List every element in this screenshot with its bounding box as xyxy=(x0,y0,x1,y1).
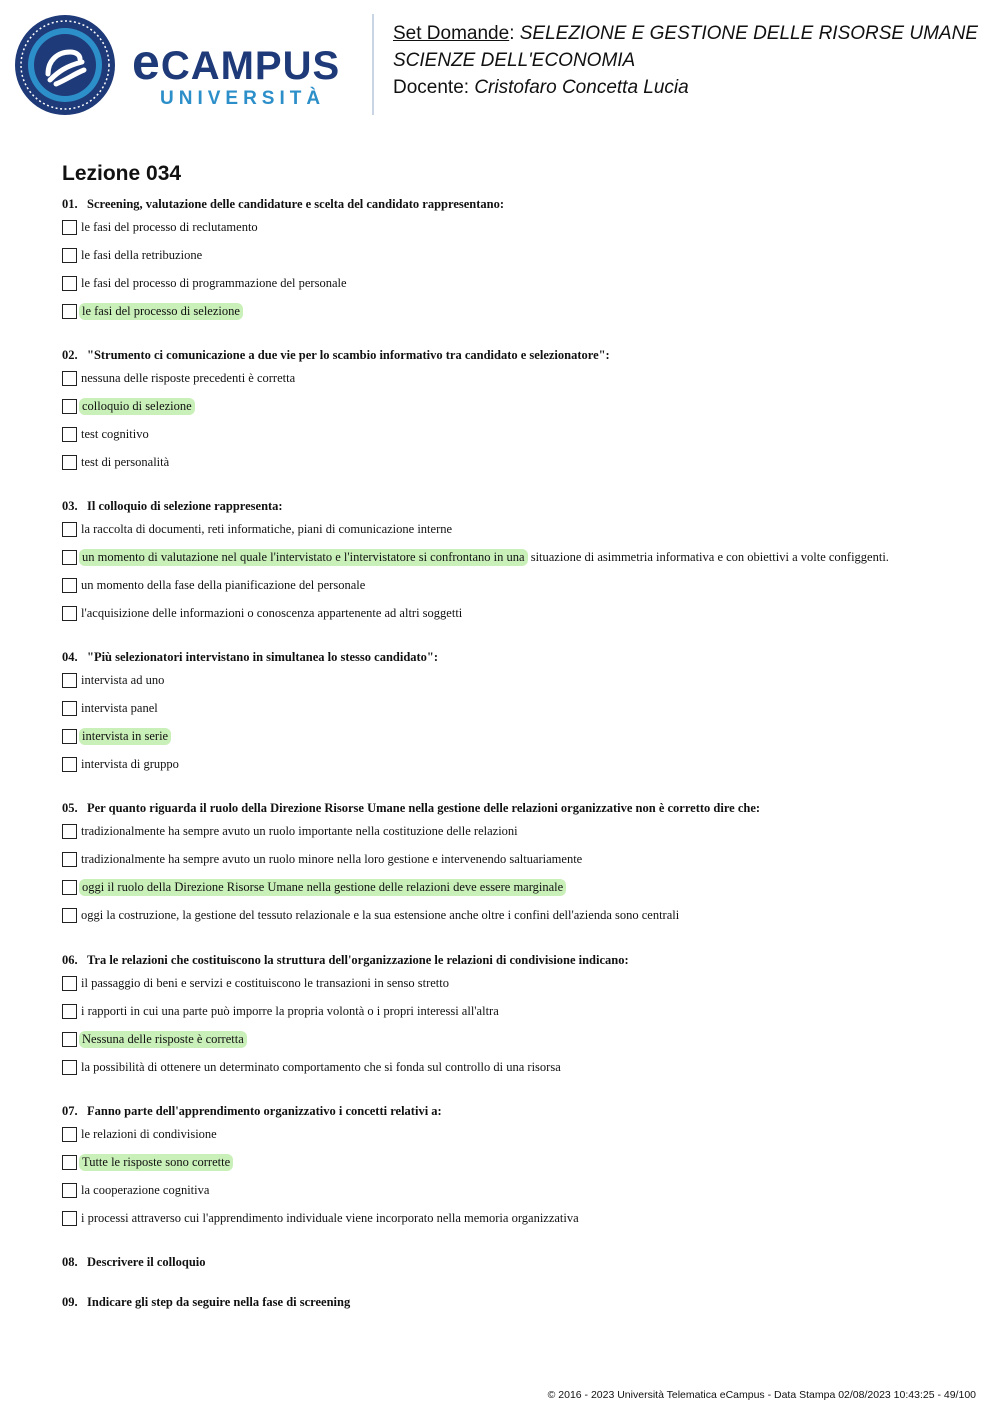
answer-text: test di personalità xyxy=(81,455,170,469)
question-number: 09. xyxy=(62,1295,78,1309)
question-text xyxy=(62,348,962,370)
question-3 xyxy=(62,499,962,633)
answer-text: oggi la costruzione, la gestione del tessuto relazionale e la sua estensione anche oltre i confini dell'azienda sono centrali xyxy=(81,908,680,922)
answer-text: nessuna delle risposte precedenti è corretta xyxy=(81,371,296,385)
question-8 xyxy=(62,1255,962,1277)
ecampus-seal-logo xyxy=(14,14,116,116)
question-number: 01. xyxy=(62,197,78,211)
set-title: SELEZIONE E GESTIONE DELLE RISORSE UMANE xyxy=(519,23,978,44)
question-label: "Strumento ci comunicazione a due vie per lo scambio informativo tra candidato e selezionatore": xyxy=(87,348,610,362)
faculty-name: SCIENZE DELL'ECONOMIA xyxy=(393,50,636,71)
answer-option[interactable] xyxy=(62,1210,962,1238)
answer-option-correct[interactable] xyxy=(62,1031,962,1059)
answer-checkbox[interactable] xyxy=(62,1211,77,1226)
question-9 xyxy=(62,1295,962,1317)
answer-checkbox[interactable] xyxy=(62,729,77,744)
set-line xyxy=(393,20,978,47)
answer-text: tradizionalmente ha sempre avuto un ruolo minore nella loro gestione e intervenendo saltuariamente xyxy=(81,852,583,866)
answer-text: un momento della fase della pianificazione del personale xyxy=(81,578,366,592)
answer-text: le fasi della retribuzione xyxy=(81,248,203,262)
answer-text: tradizionalmente ha sempre avuto un ruolo importante nella costituzione delle relazioni xyxy=(81,824,518,838)
answer-text: la cooperazione cognitiva xyxy=(81,1183,210,1197)
question-number: 03. xyxy=(62,499,78,513)
question-text xyxy=(62,499,962,521)
question-text xyxy=(62,801,962,823)
answer-text: le fasi del processo di programmazione del personale xyxy=(81,276,347,290)
answer-checkbox[interactable] xyxy=(62,824,77,839)
answer-checkbox[interactable] xyxy=(62,976,77,991)
answer-checkbox[interactable] xyxy=(62,673,77,688)
answer-checkbox[interactable] xyxy=(62,1127,77,1142)
answer-option[interactable] xyxy=(62,851,962,879)
answer-text: le fasi del processo di selezione xyxy=(79,303,243,320)
lesson-title: Lezione 034 xyxy=(62,162,182,185)
question-label: "Più selezionatori intervistano in simultanea lo stesso candidato": xyxy=(87,650,439,664)
answer-text: intervista in serie xyxy=(79,728,171,745)
answer-text: Tutte le risposte sono corrette xyxy=(79,1154,233,1171)
question-4 xyxy=(62,650,962,784)
answer-text: la raccolta di documenti, reti informatiche, piani di comunicazione interne xyxy=(81,522,453,536)
question-text xyxy=(62,953,962,975)
page-footer: © 2016 - 2023 Università Telematica eCampus - Data Stampa 02/08/2023 10:43:25 - 49/100 xyxy=(547,1389,976,1401)
answer-option[interactable] xyxy=(62,275,962,303)
answer-text: la possibilità di ottenere un determinato comportamento che si fonda sul controllo di una risorsa xyxy=(81,1060,561,1074)
answer-option[interactable] xyxy=(62,1182,962,1210)
question-6 xyxy=(62,953,962,1087)
answer-checkbox[interactable] xyxy=(62,455,77,470)
answer-text: colloquio di selezione xyxy=(79,398,195,415)
answer-checkbox[interactable] xyxy=(62,1032,77,1047)
answer-text: le relazioni di condivisione xyxy=(81,1127,217,1141)
answer-option[interactable] xyxy=(62,454,962,482)
answer-text-continuation: situazione di asimmetria informativa e con obiettivi a volte configgenti. xyxy=(527,550,889,564)
answer-text: Nessuna delle risposte è corretta xyxy=(79,1031,247,1048)
header-divider xyxy=(372,14,374,115)
question-text xyxy=(62,197,962,219)
answer-checkbox[interactable] xyxy=(62,371,77,386)
header-info xyxy=(393,20,978,101)
question-number: 08. xyxy=(62,1255,78,1269)
question-number: 04. xyxy=(62,650,78,664)
answer-option[interactable] xyxy=(62,605,962,633)
question-text xyxy=(62,650,962,672)
question-label: Per quanto riguarda il ruolo della Direzione Risorse Umane nella gestione delle relazioni organizzative non è corretto dire che: xyxy=(87,801,761,815)
answer-text: intervista ad uno xyxy=(81,673,165,687)
answer-option[interactable] xyxy=(62,672,962,700)
answer-option[interactable] xyxy=(62,975,962,1003)
question-label: Descrivere il colloquio xyxy=(87,1255,206,1269)
answer-checkbox[interactable] xyxy=(62,757,77,772)
answer-checkbox[interactable] xyxy=(62,220,77,235)
answer-text: l'acquisizione delle informazioni o conoscenza appartenente ad altri soggetti xyxy=(81,606,463,620)
answer-checkbox[interactable] xyxy=(62,248,77,263)
teacher-line xyxy=(393,74,978,101)
teacher-label: Docente: xyxy=(393,77,475,98)
answer-option[interactable] xyxy=(62,1059,962,1087)
answer-checkbox[interactable] xyxy=(62,427,77,442)
answer-text: il passaggio di beni e servizi e costituiscono le transazioni in senso stretto xyxy=(81,976,449,990)
answer-option-correct[interactable] xyxy=(62,303,962,331)
answer-checkbox[interactable] xyxy=(62,880,77,895)
answer-option[interactable] xyxy=(62,521,962,549)
answer-checkbox[interactable] xyxy=(62,1060,77,1075)
answer-option[interactable] xyxy=(62,247,962,275)
answer-checkbox[interactable] xyxy=(62,908,77,923)
answer-checkbox[interactable] xyxy=(62,852,77,867)
answer-option[interactable] xyxy=(62,823,962,851)
answer-text: i rapporti in cui una parte può imporre la propria volontà o i propri interessi all'altra xyxy=(81,1004,499,1018)
answer-option[interactable] xyxy=(62,1003,962,1031)
answer-checkbox[interactable] xyxy=(62,522,77,537)
question-label: Indicare gli step da seguire nella fase di screening xyxy=(87,1295,351,1309)
faculty-line xyxy=(393,47,978,74)
answer-option[interactable] xyxy=(62,756,962,784)
answer-option-correct[interactable] xyxy=(62,398,962,426)
question-number: 07. xyxy=(62,1104,78,1118)
question-label: Il colloquio di selezione rappresenta: xyxy=(87,499,283,513)
question-number: 02. xyxy=(62,348,78,362)
question-1 xyxy=(62,197,962,331)
answer-text: test cognitivo xyxy=(81,427,149,441)
answer-option[interactable] xyxy=(62,219,962,247)
question-text xyxy=(62,1295,962,1317)
ecampus-wordmark: eCAMPUS xyxy=(132,34,341,90)
answer-option-correct[interactable] xyxy=(62,1154,962,1182)
answer-checkbox[interactable] xyxy=(62,578,77,593)
ecampus-subtitle: UNIVERSITÀ xyxy=(160,88,326,109)
question-5 xyxy=(62,801,962,935)
question-7 xyxy=(62,1104,962,1238)
teacher-name: Cristofaro Concetta Lucia xyxy=(474,77,689,98)
answer-option-correct[interactable] xyxy=(62,728,962,756)
set-separator: : xyxy=(509,23,515,44)
answer-checkbox[interactable] xyxy=(62,1004,77,1019)
set-label: Set Domande xyxy=(393,23,510,44)
answer-option[interactable] xyxy=(62,700,962,728)
answer-text: intervista di gruppo xyxy=(81,757,179,771)
answer-checkbox[interactable] xyxy=(62,1183,77,1198)
question-label: Screening, valutazione delle candidature e scelta del candidato rappresentano: xyxy=(87,197,505,211)
answer-option[interactable] xyxy=(62,1126,962,1154)
answer-text: intervista panel xyxy=(81,701,158,715)
answer-checkbox[interactable] xyxy=(62,1155,77,1170)
answer-checkbox[interactable] xyxy=(62,304,77,319)
answer-checkbox[interactable] xyxy=(62,701,77,716)
answer-option[interactable] xyxy=(62,370,962,398)
answer-checkbox[interactable] xyxy=(62,550,77,565)
question-text xyxy=(62,1104,962,1126)
answer-text: un momento di valutazione nel quale l'intervistato e l'intervistatore si confrontano in una xyxy=(79,549,528,566)
answer-option[interactable] xyxy=(62,577,962,605)
answer-text: i processi attraverso cui l'apprendimento individuale viene incorporato nella memoria organizzativa xyxy=(81,1211,579,1225)
answer-checkbox[interactable] xyxy=(62,276,77,291)
question-2 xyxy=(62,348,962,482)
question-number: 05. xyxy=(62,801,78,815)
question-label: Tra le relazioni che costituiscono la struttura dell'organizzazione le relazioni di condivisione indicano: xyxy=(87,953,629,967)
answer-option-correct[interactable] xyxy=(62,879,962,907)
question-number: 06. xyxy=(62,953,78,967)
answer-option[interactable] xyxy=(62,907,962,935)
answer-checkbox[interactable] xyxy=(62,399,77,414)
answer-text: oggi il ruolo della Direzione Risorse Umane nella gestione delle relazioni deve essere marginale xyxy=(79,879,566,896)
answer-option[interactable] xyxy=(62,426,962,454)
answer-option-correct[interactable] xyxy=(62,549,962,577)
answer-text: le fasi del processo di reclutamento xyxy=(81,220,258,234)
question-label: Fanno parte dell'apprendimento organizzativo i concetti relativi a: xyxy=(87,1104,442,1118)
answer-checkbox[interactable] xyxy=(62,606,77,621)
question-text xyxy=(62,1255,962,1277)
